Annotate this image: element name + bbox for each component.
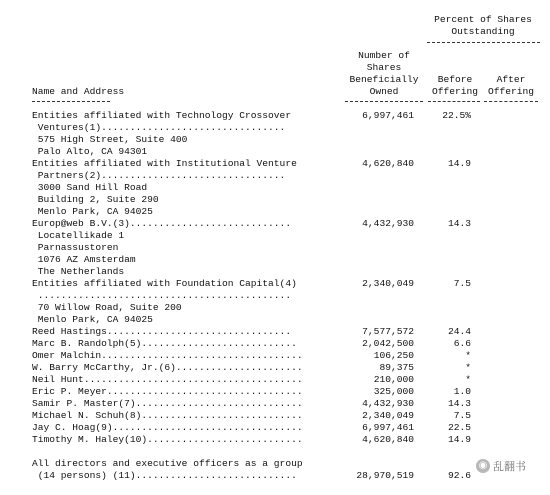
percent-outstanding-header: Percent of Shares	[434, 14, 532, 25]
shares-header-2: Shares	[366, 62, 402, 73]
holder-address-line: 1076 AZ Amsterdam	[32, 254, 136, 265]
holder-address-line: Ventures(1)................................	[32, 122, 286, 133]
percent-before-value: *	[465, 350, 471, 361]
shares-owned-value: 7,577,572	[362, 326, 414, 337]
holder-name: Entities affiliated with Institutional Venture	[32, 158, 297, 169]
percent-before-value: 22.5	[447, 422, 471, 433]
holder-name: Entities affiliated with Foundation Capital(4)	[32, 278, 297, 289]
before-header-1: Before	[437, 74, 473, 85]
holder-address-line: Locatellikade 1	[32, 230, 125, 241]
header-rule-after	[484, 101, 538, 102]
percent-before-value: 7.5	[453, 278, 471, 289]
holder-name: Jay C. Hoag(9).................................	[32, 422, 303, 433]
percent-before-value: *	[465, 362, 471, 373]
percent-before-value: 22.5%	[442, 110, 471, 121]
watermark-logo-icon: ◉	[476, 459, 490, 473]
after-header-1: After	[496, 74, 526, 85]
holder-name: Samir P. Master(7).............................	[32, 398, 303, 409]
percent-outstanding-header-2: Outstanding	[451, 26, 515, 37]
holder-address-line: Building 2, Suite 290	[32, 194, 159, 205]
holder-name: Entities affiliated with Technology Crossover	[32, 110, 292, 121]
holder-address-line: 575 High Street, Suite 400	[32, 134, 188, 145]
holder-name: Eric P. Meyer..................................	[32, 386, 303, 397]
percent-before-value: 14.3	[447, 398, 471, 409]
percent-before-value: 92.6	[447, 470, 471, 481]
after-header-2: Offering	[487, 86, 535, 97]
shares-header-3: Beneficially	[349, 74, 419, 85]
holder-address-line: Parnassustoren	[32, 242, 119, 253]
shares-header-1: Number of	[358, 50, 410, 61]
header-rule-before	[428, 101, 480, 102]
holder-name: Timothy M. Haley(10)...........................	[32, 434, 303, 445]
holder-address-line: Partners(2)................................	[32, 170, 286, 181]
shares-owned-value: 106,250	[373, 350, 414, 361]
percent-before-value: 14.9	[447, 158, 471, 169]
shares-owned-value: 210,000	[373, 374, 414, 385]
name-address-header: Name and Address	[32, 86, 125, 97]
holder-name: Marc B. Randolph(5)...........................	[32, 338, 297, 349]
percent-before-value: 1.0	[453, 386, 471, 397]
holder-name: Omer Malchin...................................	[32, 350, 303, 361]
percent-before-value: 6.6	[453, 338, 471, 349]
holder-address-line: (14 persons) (11)............................	[32, 470, 297, 481]
shares-owned-value: 4,432,930	[362, 398, 414, 409]
watermark-text: 乱翻书	[493, 460, 526, 473]
holder-address-line: Menlo Park, CA 94025	[32, 314, 153, 325]
shares-owned-value: 2,340,049	[362, 278, 414, 289]
holder-address-line: ............................................	[32, 290, 292, 301]
holder-name: Europ@web B.V.(3)............................	[32, 218, 292, 229]
percent-before-value: 14.9	[447, 434, 471, 445]
percent-before-value: *	[465, 374, 471, 385]
holder-address-line: The Netherlands	[32, 266, 125, 277]
percent-before-value: 7.5	[453, 410, 471, 421]
holder-name: W. Barry McCarthy, Jr.(6)......................	[32, 362, 303, 373]
shares-owned-value: 89,375	[379, 362, 414, 373]
holder-name: Neil Hunt......................................	[32, 374, 303, 385]
shares-owned-value: 4,620,840	[362, 158, 414, 169]
shares-owned-value: 2,042,500	[362, 338, 414, 349]
watermark	[476, 458, 526, 474]
shares-owned-value: 4,432,930	[362, 218, 414, 229]
shares-owned-value: 2,340,049	[362, 410, 414, 421]
shares-header-4: Owned	[369, 86, 399, 97]
before-header-2: Offering	[431, 86, 479, 97]
percent-before-value: 14.3	[447, 218, 471, 229]
shares-owned-value: 4,620,840	[362, 434, 414, 445]
holder-name: All directors and executive officers as a group	[32, 458, 303, 469]
holder-address-line: Menlo Park, CA 94025	[32, 206, 153, 217]
shares-owned-value: 6,997,461	[362, 422, 414, 433]
shares-owned-value: 28,970,519	[356, 470, 414, 481]
holder-name: Michael N. Schuh(8)............................	[32, 410, 303, 421]
holder-address-line: Palo Alto, CA 94301	[32, 146, 148, 157]
header-rule-shares	[345, 101, 423, 102]
shares-owned-value: 325,000	[373, 386, 414, 397]
header-rule-name	[32, 101, 110, 102]
holder-address-line: 70 Willow Road, Suite 200	[32, 302, 182, 313]
shares-owned-value: 6,997,461	[362, 110, 414, 121]
holder-address-line: 3000 Sand Hill Road	[32, 182, 148, 193]
percent-before-value: 24.4	[447, 326, 471, 337]
header-rule-percent	[427, 42, 540, 43]
holder-name: Reed Hastings................................	[32, 326, 292, 337]
